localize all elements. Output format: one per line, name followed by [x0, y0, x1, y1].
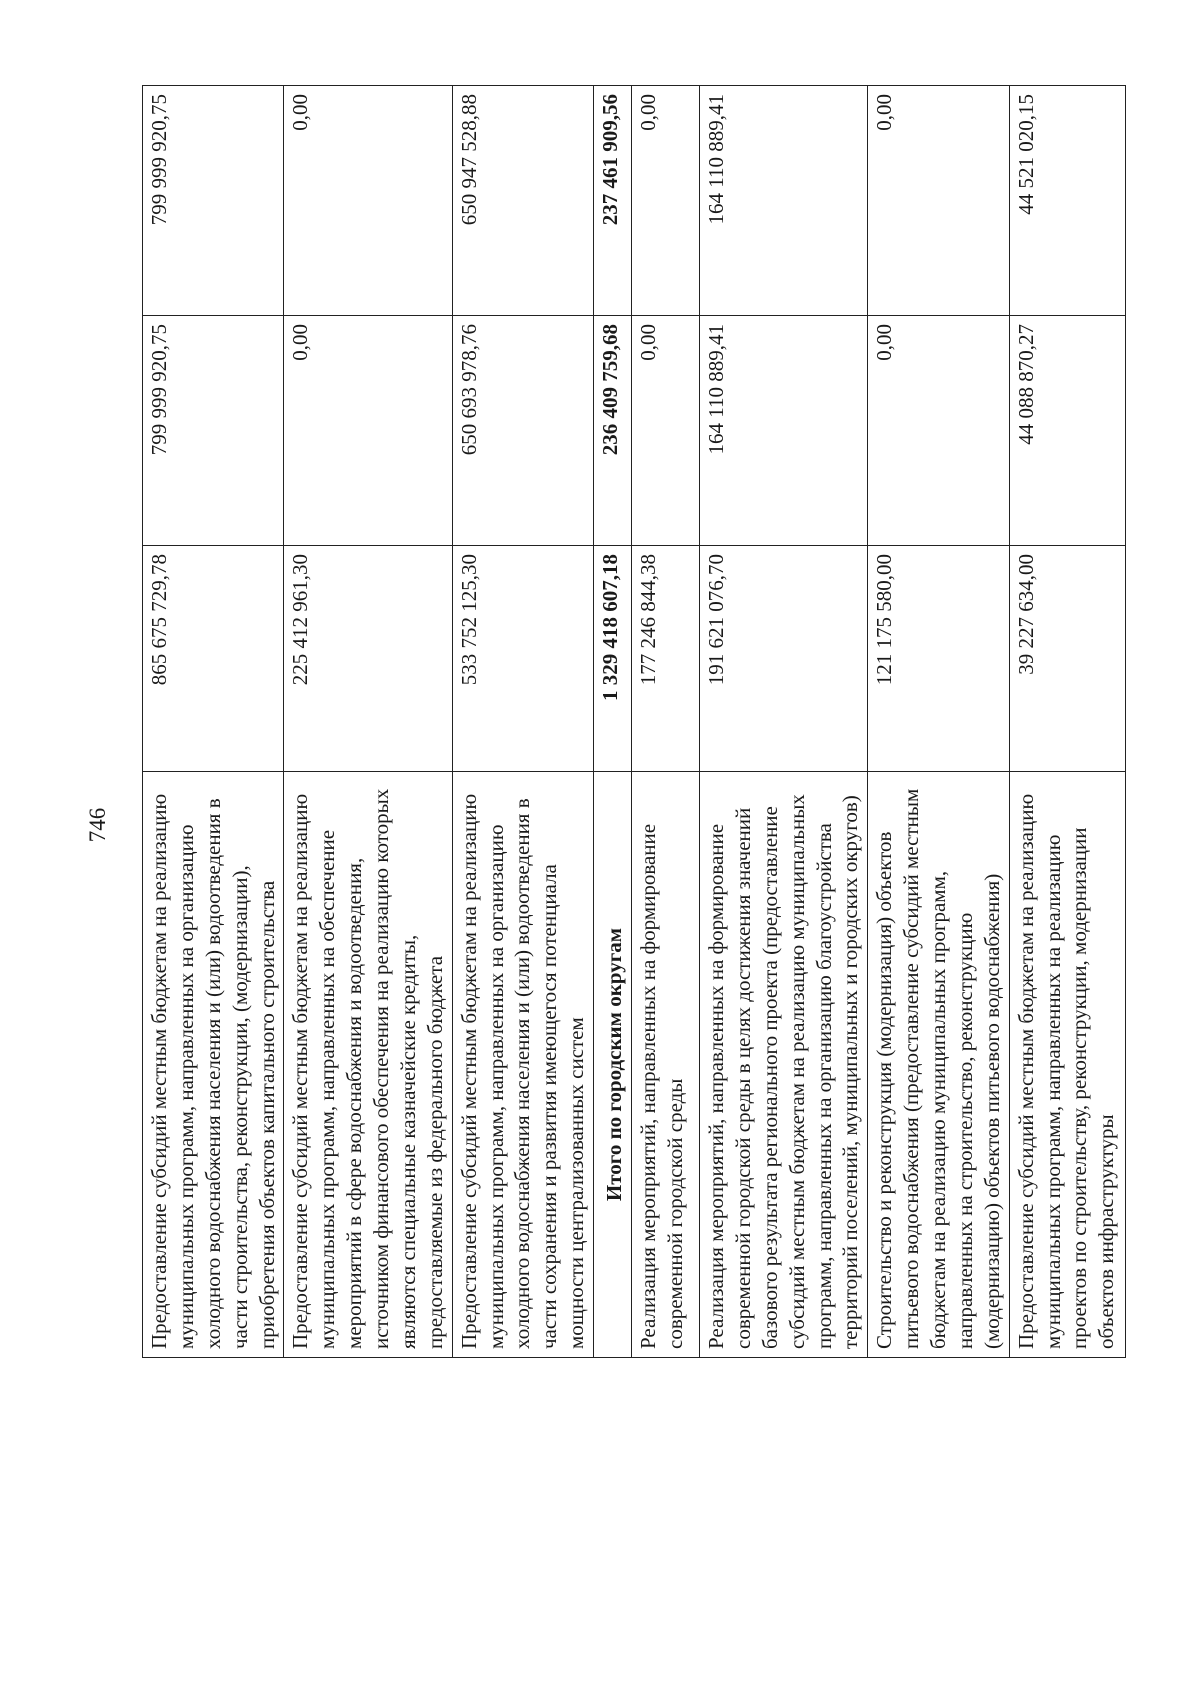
row-name: Предоставление субсидий местным бюджетам на реализацию муниципальных программ, направленных на обеспечение мероприятий в сфере водоснабжения и водоотведения, источником финансового обеспечения на реализацию которых являются специальные казначейские кредиты, предоставляемые из федерального бюджета: [284, 772, 452, 1358]
row-value-1: 121 175 580,00: [868, 546, 1009, 772]
total-label: Итого по городским округам: [594, 772, 632, 1358]
row-name: Предоставление субсидий местным бюджетам на реализацию муниципальных программ, направленных на организацию холодного водоснабжения населения и (или) водоотведения в части сохранения и развития имеющегося потенциала мощности централизованных систем: [452, 772, 593, 1358]
total-row: [594, 86, 632, 1358]
row-value-2: 0,00: [284, 316, 452, 546]
table-row: [868, 86, 1009, 1358]
row-name: Строительство и реконструкция (модернизация) объектов питьевого водоснабжения (предоставление субсидий местным бюджетам на реализацию муниципальных программ, направленных на строительство, реконструкцию (модернизацию) объектов питьевого водоснабжения): [868, 772, 1009, 1358]
row-value-1: 39 227 634,00: [1009, 546, 1125, 772]
table-row: [452, 86, 593, 1358]
row-value-1: 191 621 076,70: [700, 546, 868, 772]
row-value-2: 799 999 920,75: [143, 316, 284, 546]
row-value-3: 0,00: [284, 86, 452, 316]
total-value-3: 237 461 909,56: [594, 86, 632, 316]
row-name: Предоставление субсидий местным бюджетам на реализацию муниципальных программ, направленных на организацию холодного водоснабжения населения и (или) водоотведения в части строительства, реконструкции, (модернизации), приобретения объектов капитального строительства: [143, 772, 284, 1358]
budget-table: [142, 85, 1126, 1358]
table-row: [143, 86, 284, 1358]
total-value-2: 236 409 759,68: [594, 316, 632, 546]
table-row: [1009, 86, 1125, 1358]
row-value-1: 225 412 961,30: [284, 546, 452, 772]
row-name: Реализация мероприятий, направленных на формирование современной городской среды: [632, 772, 700, 1358]
row-value-1: 865 675 729,78: [143, 546, 284, 772]
table-row: [700, 86, 868, 1358]
row-value-3: 799 999 920,75: [143, 86, 284, 316]
table-row: [632, 86, 700, 1358]
row-value-3: 44 521 020,15: [1009, 86, 1125, 316]
row-value-2: 44 088 870,27: [1009, 316, 1125, 546]
row-value-3: 164 110 889,41: [700, 86, 868, 316]
row-name: Реализация мероприятий, направленных на формирование современной городской среды в целях достижения значений базового результата регионального проекта (предоставление субсидий местным бюджетам на реализацию муниципальных программ, направленных на организацию благоустройства территорий поселений, муниципальных и городских округов): [700, 772, 868, 1358]
row-value-3: 0,00: [632, 86, 700, 316]
row-value-2: 0,00: [632, 316, 700, 546]
table-row: [284, 86, 452, 1358]
page-number: 746: [85, 807, 110, 843]
row-value-2: 0,00: [868, 316, 1009, 546]
total-value-1: 1 329 418 607,18: [594, 546, 632, 772]
row-name: Предоставление субсидий местным бюджетам на реализацию муниципальных программ, направленных на реализацию проектов по строительству, реконструкции, модернизации объектов инфраструктуры: [1009, 772, 1125, 1358]
row-value-1: 177 246 844,38: [632, 546, 700, 772]
row-value-3: 0,00: [868, 86, 1009, 316]
row-value-3: 650 947 528,88: [452, 86, 593, 316]
row-value-2: 650 693 978,76: [452, 316, 593, 546]
row-value-2: 164 110 889,41: [700, 316, 868, 546]
row-value-1: 533 752 125,30: [452, 546, 593, 772]
table-container: [142, 86, 1119, 1358]
